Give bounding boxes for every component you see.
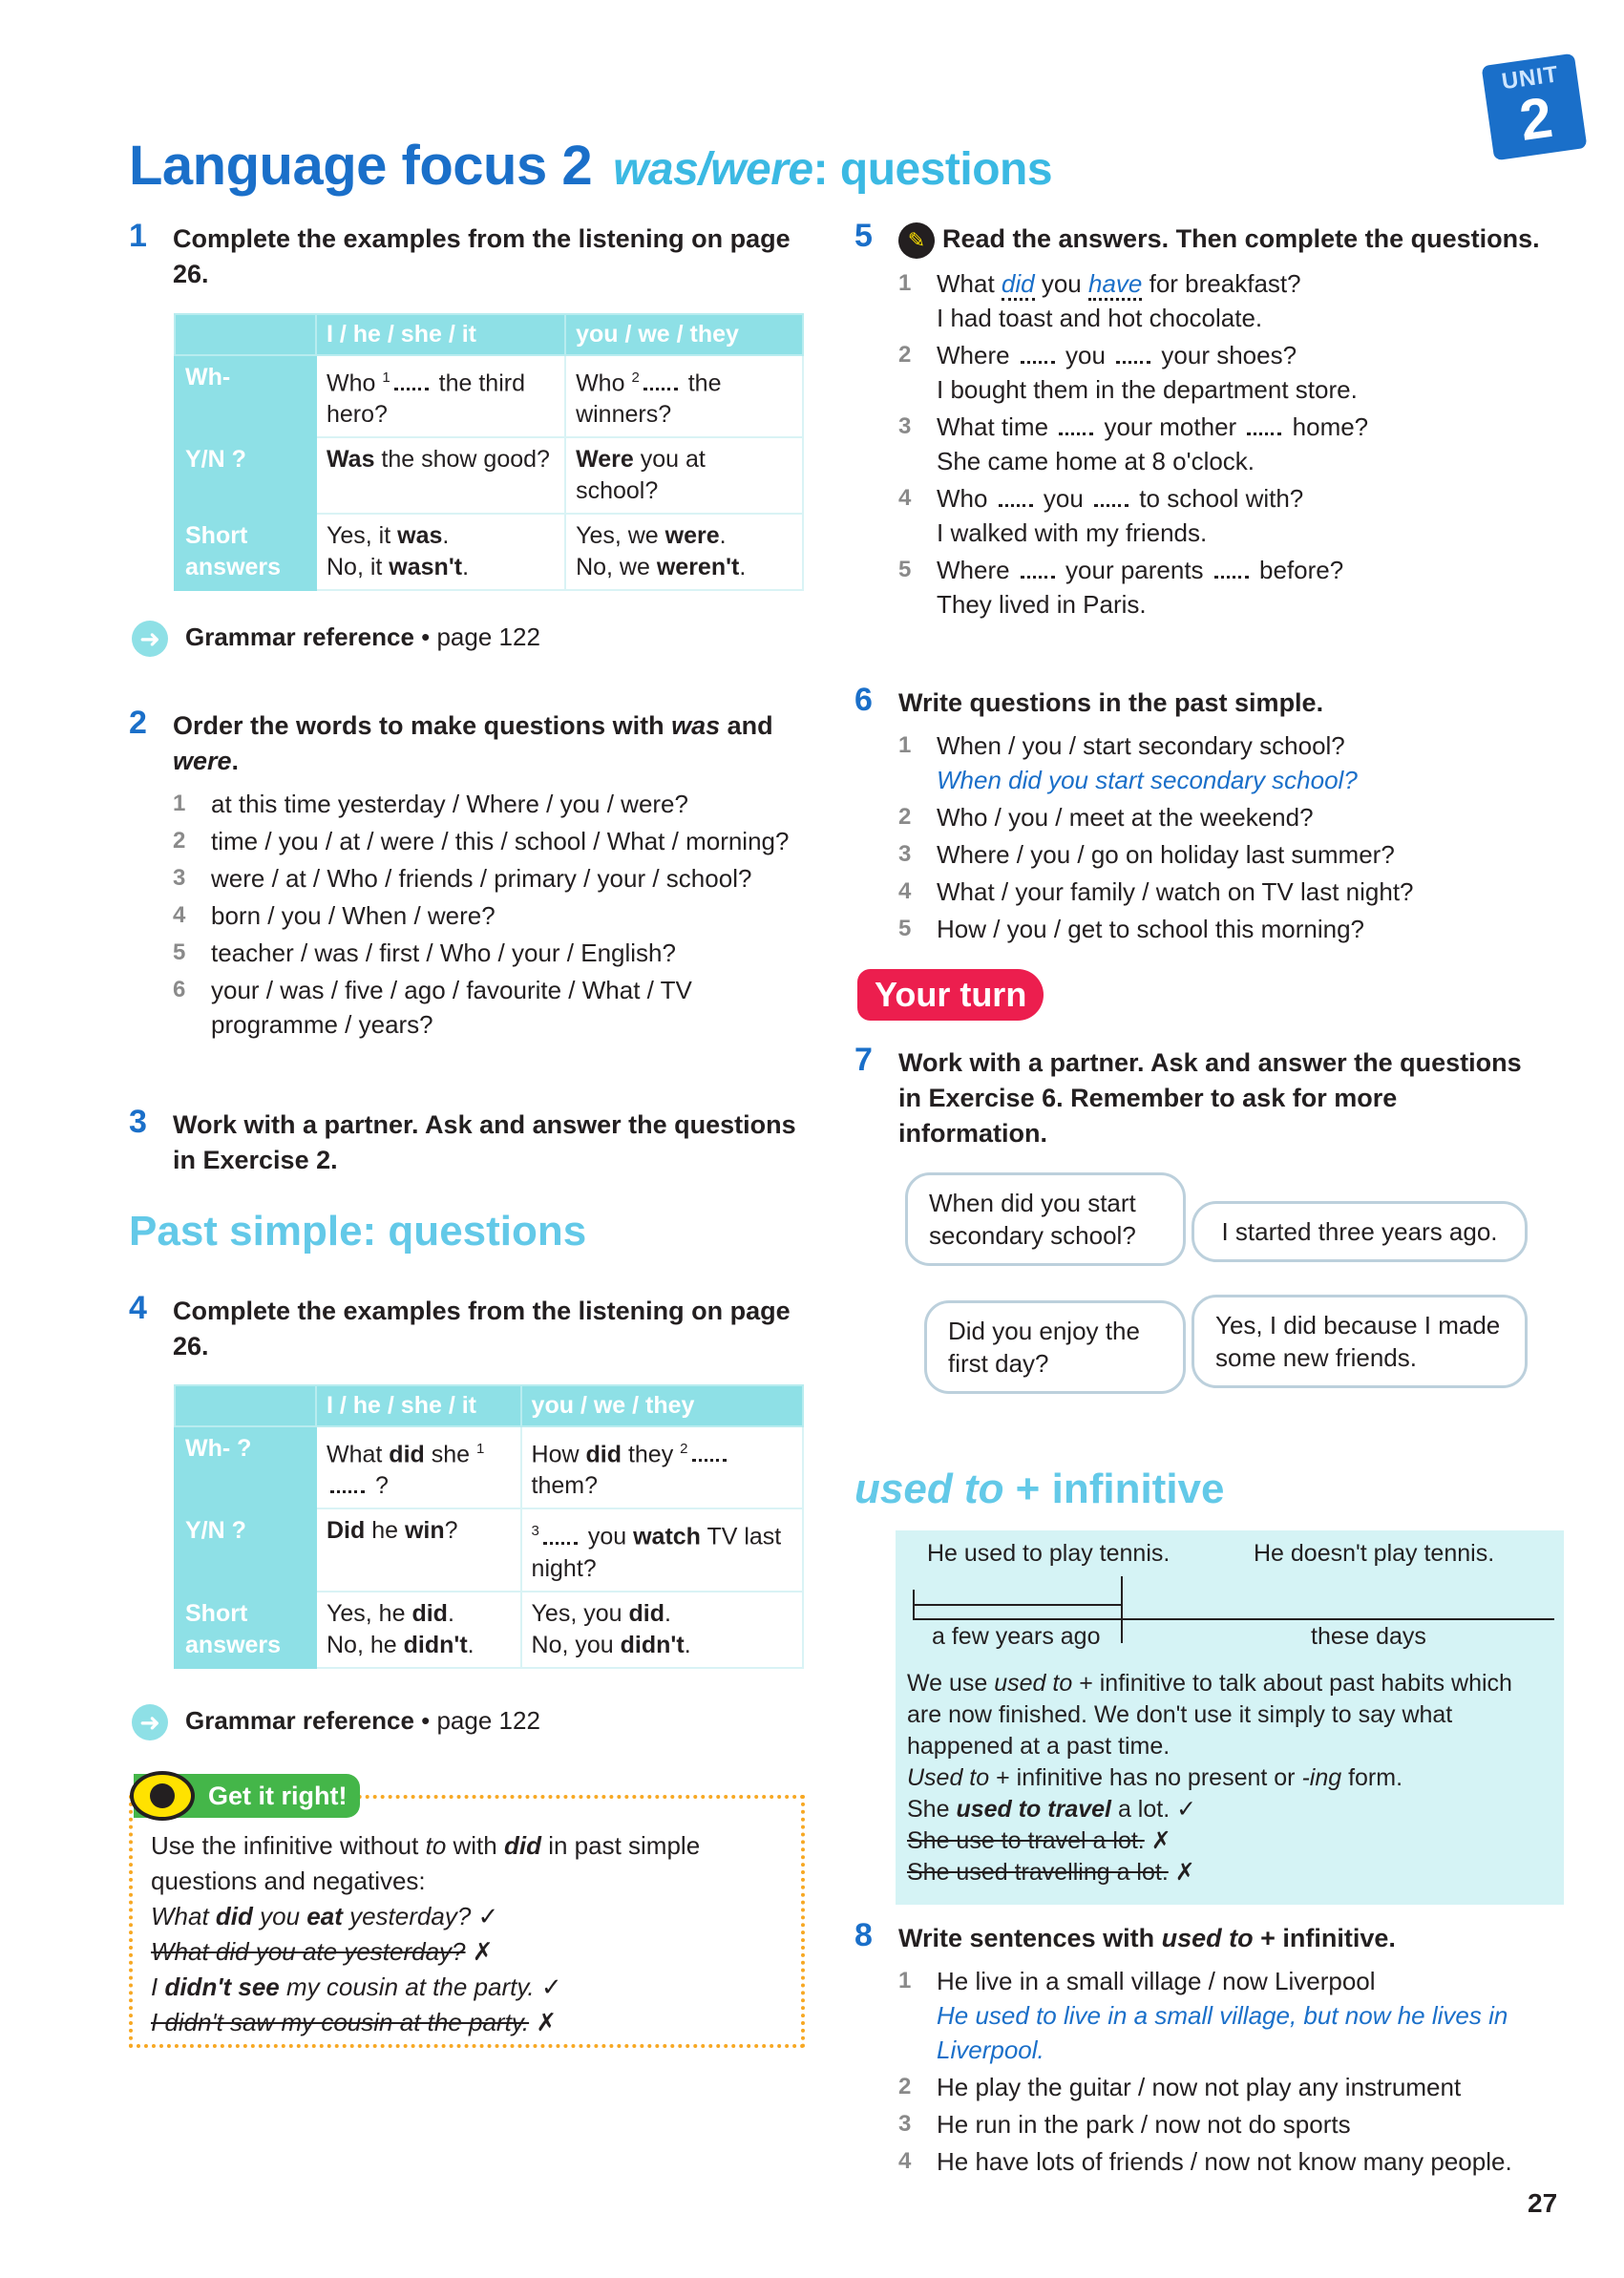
speech-bubble: Yes, I did because I made some new friends.	[1192, 1295, 1528, 1388]
table-cell: Were you at school?	[565, 437, 803, 514]
answer-sentence: I walked with my friends.	[937, 517, 1208, 547]
used-to-box: He used to play tennis. He doesn't play tennis. a few years ago these days We use used to + infinitive to talk about past habits which are now finished. We don't use it simply to say what happened at a past time. Used to + infinitive has no present or -ing form. She used to travel a lot. ✓ She use to travel a lot. ✗ She used travelling a lot. ✗	[896, 1530, 1564, 1905]
question-text: your shoes?	[1154, 340, 1297, 369]
question-text: your mother	[1097, 411, 1244, 441]
list-item	[898, 1964, 1542, 2067]
item-number: 4	[898, 484, 912, 511]
list-item	[898, 912, 1542, 946]
item-text: When / you / start secondary school?	[937, 731, 1345, 760]
item-text: How / you / get to school this morning?	[937, 915, 1365, 943]
exercise-8: 8 Write sentences with used to + infinitive. 1 He live in a small village / now Liverpool He used to live in a small village, but now he lives in Liverpool. 2 He play the guitar / now not play any instrument 3 He run in the park / now not do sports 4 He have lots of friends / now not know many people.	[854, 1921, 1542, 2182]
item-number: 1	[898, 732, 912, 758]
list-item	[898, 800, 1542, 834]
exercise-6-list	[898, 728, 1542, 946]
answer-gap[interactable]	[1116, 343, 1150, 364]
item-text: were / at / Who / friends / primary / your / school?	[211, 864, 752, 893]
list-item	[898, 338, 1542, 407]
list-item	[898, 875, 1542, 909]
question-line	[937, 341, 1297, 369]
answer-gap[interactable]	[543, 1524, 578, 1545]
item-number: 4	[173, 902, 186, 928]
answer-gap[interactable]	[1214, 558, 1249, 579]
exercise-1: 1 Complete the examples from the listening on page 26.	[129, 218, 791, 288]
used-to-heading: used to + infinitive	[854, 1466, 1225, 1512]
question-text: for breakfast?	[1142, 268, 1301, 298]
item-number: 1	[173, 791, 186, 816]
item-text: teacher / was / first / Who / your / English?	[211, 939, 676, 967]
question-text: you	[1058, 340, 1113, 369]
exercise-7: 7 Work with a partner. Ask and answer the questions in Exercise 6. Remember to ask for more information.	[854, 1042, 1522, 1148]
item-number: 1	[898, 1968, 912, 1993]
question-text: before?	[1252, 555, 1344, 584]
exercise-5: 5 ✎ Read the answers. Then complete the questions. 1 What did you have for breakfast? I had toast and hot chocolate. 2 Where you your shoes? I bought them in the department store. 3 What time your mother home? She came home at 8 o'clock. 4 Who you to school with? I walked with my friends. 5 Where your parents before? They lived in Paris.	[854, 221, 1542, 624]
item-text: your / was / five / ago / favourite / What / TV programme / years?	[211, 976, 692, 1039]
get-it-right-body: Use the infinitive without to with did in past simple questions and negatives: What did you eat yesterday? ✓ What did you ate yesterday? ✗ I didn't see my cousin at the party. ✓ I didn't saw my cousin at the party. ✗	[151, 1831, 701, 2036]
answer-text: did	[1002, 269, 1035, 301]
list-item	[173, 824, 797, 858]
table-cell: Yes, it was. No, it wasn't.	[316, 514, 565, 590]
exercise-2-list	[173, 787, 797, 1042]
item-number: 5	[898, 556, 912, 582]
question-line	[937, 484, 1303, 513]
question-text: home?	[1285, 411, 1369, 441]
list-item	[898, 481, 1542, 550]
item-number: 6	[173, 977, 186, 1002]
answer-sentence: She came home at 8 o'clock.	[937, 446, 1255, 475]
question-line	[937, 412, 1368, 441]
example-answer: When did you start secondary school?	[937, 766, 1358, 794]
eye-icon	[130, 1771, 195, 1821]
item-number: 2	[898, 804, 912, 830]
item-text: What / your family / watch on TV last night?	[937, 877, 1414, 906]
answer-gap[interactable]	[1021, 558, 1055, 579]
item-number: 2	[898, 341, 912, 368]
item-number: 3	[173, 865, 186, 891]
table-cell: Was the show good?	[316, 437, 565, 514]
list-item	[898, 410, 1542, 478]
answer-gap[interactable]	[394, 369, 429, 390]
answer-gap[interactable]	[999, 486, 1033, 507]
item-number: 1	[898, 269, 912, 296]
page-title: Language focus 2 was/were: questions	[129, 135, 1053, 197]
question-text: to school with?	[1132, 483, 1304, 513]
table-cell: $^3$ you watch TV last night?	[521, 1508, 803, 1591]
list-item	[173, 787, 797, 821]
speech-bubble: Did you enjoy the first day?	[924, 1300, 1186, 1394]
table-cell: Who $^2$ the winners?	[565, 355, 803, 437]
item-text: Where / you / go on holiday last summer?	[937, 840, 1395, 869]
list-item	[173, 973, 797, 1042]
grammar-reference-link[interactable]: ➜ Grammar reference • page 122	[132, 1704, 540, 1740]
get-it-right-tag: Get it right!	[134, 1774, 360, 1818]
table-cell: How did they $^2$ them?	[521, 1426, 803, 1508]
list-item	[898, 2144, 1542, 2179]
answer-gap[interactable]	[1094, 486, 1128, 507]
answer-gap[interactable]	[1247, 414, 1281, 435]
page-subtitle: was/were: questions	[613, 144, 1053, 195]
table-cell: Did he win?	[316, 1508, 521, 1591]
answer-gap[interactable]	[330, 1472, 365, 1493]
answer-text: have	[1088, 269, 1142, 301]
exercise-8-list	[898, 1964, 1542, 2179]
item-number: 2	[173, 828, 186, 854]
exercise-5-list	[898, 266, 1542, 622]
item-number: 5	[173, 939, 186, 965]
list-item	[898, 266, 1542, 335]
item-number: 2	[898, 2074, 912, 2099]
unit-badge: UNIT 2	[1482, 53, 1588, 161]
past-simple-heading: Past simple: questions	[129, 1208, 587, 1255]
question-text: What	[937, 268, 1002, 298]
arrow-right-icon: ➜	[132, 1704, 168, 1740]
grammar-reference-link[interactable]: ➜ Grammar reference • page 122	[132, 621, 540, 657]
list-item	[898, 837, 1542, 872]
item-text: at this time yesterday / Where / you / were?	[211, 790, 688, 818]
question-text: you	[1036, 483, 1091, 513]
table-cell: Yes, he did. No, he didn't.	[316, 1592, 521, 1668]
item-number: 4	[898, 2148, 912, 2174]
question-line	[937, 556, 1343, 584]
exercise-2: 2 Order the words to make questions with was and were. 1 at this time yesterday / Where / you / were? 2 time / you / at / were / this / school / What / morning? 3 were / at / Who / friends / primary / your / school? 4 born / you / When / were? 5 teacher / was / first / Who / your / English? 6 your / was / five / ago / favourite / What / TV programme / years?	[129, 708, 797, 1044]
item-text: He live in a small village / now Liverpool	[937, 1967, 1376, 1995]
item-text: He have lots of friends / now not know many people.	[937, 2147, 1512, 2176]
timeline-arrow	[913, 1604, 1121, 1606]
exercise-6: 6 Write questions in the past simple. 1 When / you / start secondary school? When did you start secondary school? 2 Who / you / meet at the weekend? 3 Where / you / go on holiday last summer? 4 What / your family / watch on TV last night? 5 How / you / get to school this morning?	[854, 686, 1542, 949]
arrow-right-icon: ➜	[132, 621, 168, 657]
pen-icon: ✎	[898, 222, 935, 259]
question-text: Where	[937, 340, 1017, 369]
answer-sentence: I bought them in the department store.	[937, 374, 1358, 404]
answer-sentence: I had toast and hot chocolate.	[937, 303, 1263, 332]
question-text: What time	[937, 411, 1056, 441]
item-text: Who / you / meet at the weekend?	[937, 803, 1314, 832]
question-text: Who	[937, 483, 995, 513]
item-text: time / you / at / were / this / school / What / morning?	[211, 827, 790, 855]
item-number: 3	[898, 412, 912, 439]
question-text: Where	[937, 555, 1017, 584]
answer-gap[interactable]	[1021, 343, 1055, 364]
was-were-table: I / he / she / it you / we / they Wh- Who $^1$ the third hero? Who $^2$ the winners? Y/N ? Was the show good? Were you at school? Short answers Yes, it was. No, it wasn't. Yes, we were. No, we weren't.	[174, 313, 804, 591]
table-cell: Yes, we were. No, we weren't.	[565, 514, 803, 590]
list-item	[898, 2107, 1542, 2141]
item-text: He play the guitar / now not play any instrument	[937, 2073, 1462, 2101]
table-cell: Yes, you did. No, you didn't.	[521, 1592, 803, 1668]
list-item	[898, 553, 1542, 622]
page-number: 27	[1528, 2188, 1558, 2218]
answer-sentence: They lived in Paris.	[937, 589, 1147, 619]
exercise-3: 3 Work with a partner. Ask and answer the questions in Exercise 2.	[129, 1104, 796, 1174]
item-number: 3	[898, 841, 912, 867]
exercise-4: 4 Complete the examples from the listening on page 26.	[129, 1290, 791, 1360]
list-item	[898, 728, 1542, 797]
timeline	[913, 1618, 1554, 1620]
item-text: born / you / When / were?	[211, 901, 496, 930]
answer-gap[interactable]	[1059, 414, 1093, 435]
your-turn-tag: Your turn	[857, 969, 1044, 1021]
question-text: your parents	[1058, 555, 1211, 584]
past-simple-table: I / he / she / it you / we / they Wh- ? What did she $^1$ ? How did they $^2$ them? Y/N ? Did he win? $^3$ you watch TV last night? Short answers Yes, he did. No, he didn't. Yes, you did. No, you didn't.	[174, 1384, 804, 1669]
item-number: 3	[898, 2111, 912, 2137]
table-cell: Who $^1$ the third hero?	[316, 355, 565, 437]
speech-bubble: When did you start secondary school?	[905, 1172, 1186, 1266]
example-answer: He used to live in a small village, but now he lives in Liverpool.	[937, 2001, 1508, 2064]
list-item	[173, 861, 797, 896]
list-item	[173, 898, 797, 933]
item-number: 5	[898, 916, 912, 941]
list-item	[898, 2070, 1542, 2104]
question-text: you	[1034, 268, 1088, 298]
answer-gap[interactable]	[692, 1441, 727, 1462]
speech-bubble: I started three years ago.	[1192, 1201, 1528, 1262]
item-number: 4	[898, 878, 912, 904]
table-cell: What did she $^1$ ?	[316, 1426, 521, 1508]
question-line	[937, 269, 1301, 301]
answer-gap[interactable]	[643, 369, 678, 390]
list-item	[173, 936, 797, 970]
item-text: He run in the park / now not do sports	[937, 2110, 1351, 2139]
